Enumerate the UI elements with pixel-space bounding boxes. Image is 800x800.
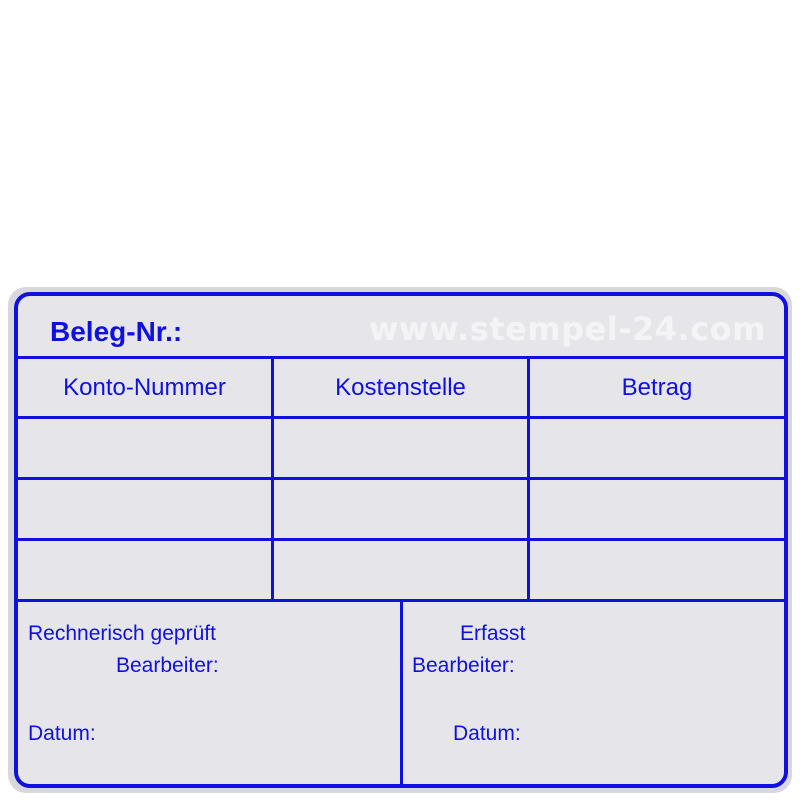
checked-label: Rechnerisch geprüft [28, 622, 216, 645]
right-date-label: Datum: [453, 722, 521, 745]
left-date-label: Datum: [28, 722, 96, 745]
left-editor-label: Bearbeiter: [116, 654, 219, 677]
column-header-amount: Betrag [621, 374, 693, 401]
grid-line [18, 538, 784, 541]
document-number-label: Beleg-Nr.: [50, 316, 183, 347]
column-header-account-number: Konto-Nummer [63, 374, 226, 401]
grid-line [18, 356, 784, 359]
right-editor-label: Bearbeiter: [412, 654, 515, 677]
grid-line [18, 416, 784, 419]
grid-line [400, 599, 403, 788]
grid-line [18, 477, 784, 480]
column-header-cost-center: Kostenstelle [335, 374, 466, 401]
stamp-form [14, 292, 788, 788]
recorded-label: Erfasst [460, 622, 526, 645]
watermark: www.stempel-24.com [368, 310, 766, 348]
